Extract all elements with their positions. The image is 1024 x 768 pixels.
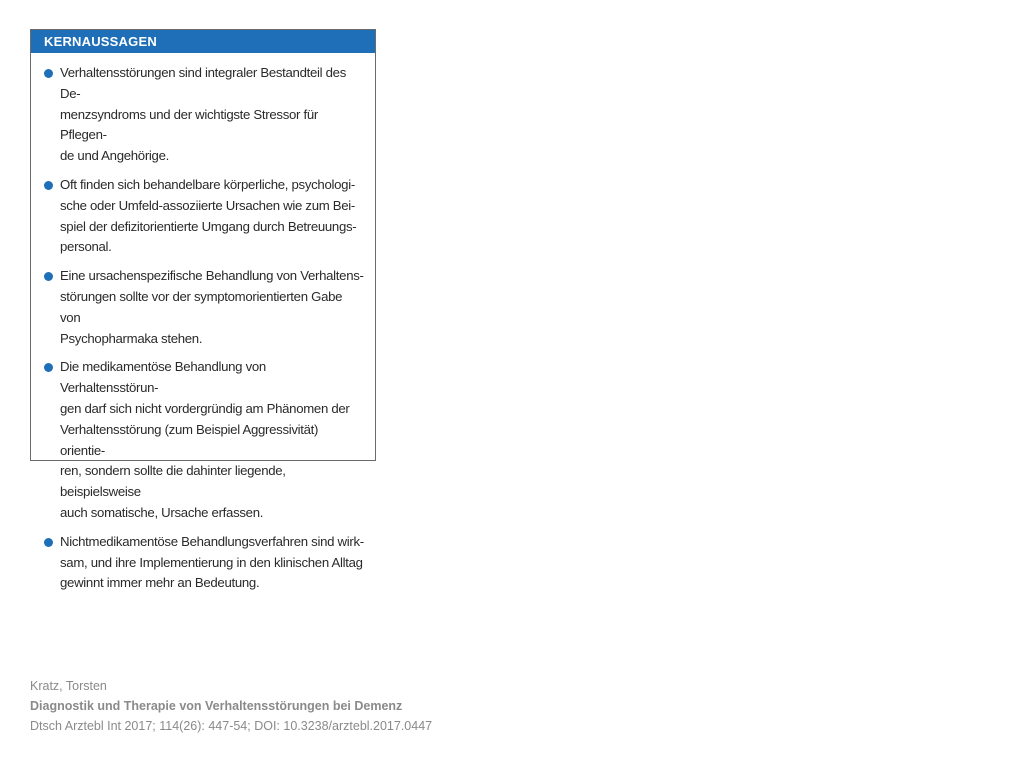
key-messages-box — [30, 29, 376, 591]
citation-author: Kratz, Torsten — [30, 679, 107, 693]
list-item — [44, 266, 365, 349]
citation — [30, 676, 432, 736]
list-item — [44, 532, 365, 594]
list-item-text: Eine ursachenspezifische Behandlung von Verhaltens- störungen sollte vor der symptomorientierten Gabe von Psychopharmaka stehen. — [60, 268, 364, 346]
list-item — [44, 357, 365, 523]
bullet-dot-icon — [44, 538, 53, 547]
bullet-dot-icon — [44, 363, 53, 372]
bullet-dot-icon — [44, 272, 53, 281]
list-item-text: Nichtmedikamentöse Behandlungsverfahren sind wirk- sam, und ihre Implementierung in den klinischen Alltag gewinnt immer mehr an Bedeutung. — [60, 533, 364, 591]
list-item — [44, 63, 365, 167]
bullet-dot-icon — [44, 69, 53, 78]
list-item-text: Die medikamentöse Behandlung von Verhaltensstörun- gen darf sich nicht vordergründig am Phänomen der Verhaltensstörung (zum Beispiel Aggressivität) orientie- ren, sondern sollte die dahinter liegende, beispielsweise auch somatische, Ursache erfassen. — [60, 359, 350, 520]
list-item — [44, 175, 365, 258]
citation-source: Dtsch Arztebl Int 2017; 114(26): 447-54; DOI: 10.3238/arztebl.2017.0447 — [30, 719, 433, 733]
citation-title: Diagnostik und Therapie von Verhaltensstörungen bei Demenz — [30, 699, 403, 713]
key-messages-list — [31, 53, 375, 594]
list-item-text: Oft finden sich behandelbare körperliche, psychologi- sche oder Umfeld-assoziierte Ursachen wie zum Bei- spiel der defizitorientierte Umgang durch Betreuungs- personal. — [60, 176, 357, 255]
bullet-dot-icon — [44, 181, 53, 190]
list-item-text: Verhaltensstörungen sind integraler Bestandteil des De- menzsyndroms und der wichtigste Stressor für Pflegen- de und Angehörige. — [60, 65, 347, 164]
key-messages-header: KERNAUSSAGEN — [31, 30, 375, 53]
